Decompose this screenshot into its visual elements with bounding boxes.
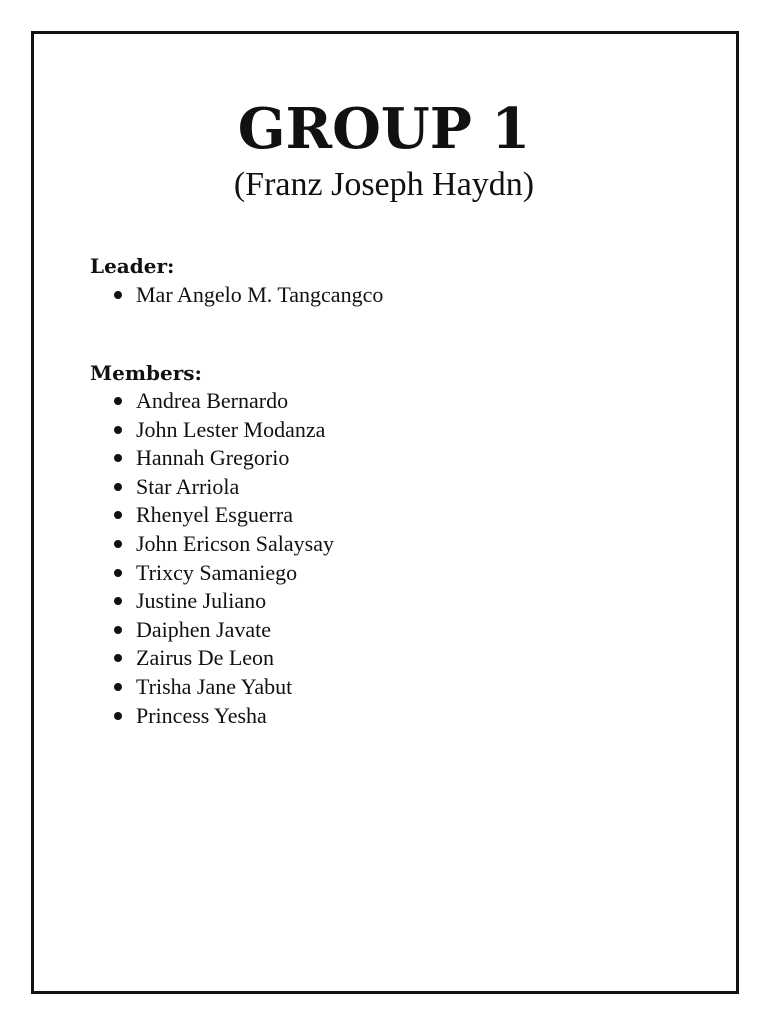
members-heading: Members: <box>90 361 202 385</box>
member-name: Princess Yesha <box>136 702 267 728</box>
list-item <box>90 444 334 473</box>
member-name: Star Arriola <box>136 473 240 499</box>
list-item <box>90 702 334 731</box>
list-item <box>90 387 334 416</box>
bullet-icon <box>114 597 122 605</box>
member-name: Zairus De Leon <box>136 645 275 671</box>
member-name: Justine Juliano <box>136 588 267 614</box>
bullet-icon <box>114 712 122 720</box>
list-item <box>90 530 334 559</box>
page-subtitle: (Franz Joseph Haydn) <box>233 166 535 203</box>
bullet-icon <box>114 683 122 691</box>
member-name: Daiphen Javate <box>136 616 271 642</box>
member-name: Andrea Bernardo <box>136 388 289 413</box>
bullet-icon <box>114 654 122 662</box>
bullet-icon <box>114 483 122 491</box>
list-item <box>90 473 334 502</box>
member-name: John Lester Modanza <box>136 416 326 442</box>
list-item <box>90 501 334 530</box>
member-name: John Ericson Salaysay <box>136 530 334 556</box>
bullet-icon <box>114 511 122 519</box>
list-item <box>90 281 383 310</box>
list-item <box>90 416 334 445</box>
bullet-icon <box>114 569 122 577</box>
member-name: Trisha Jane Yabut <box>136 673 293 699</box>
list-item <box>90 587 334 616</box>
leader-name: Mar Angelo M. Tangcangco <box>136 282 384 307</box>
leader-list <box>90 281 383 310</box>
bullet-icon <box>114 626 122 634</box>
member-name: Rhenyel Esguerra <box>136 502 293 528</box>
list-item <box>90 616 334 645</box>
bullet-icon <box>114 454 122 462</box>
leader-heading: Leader: <box>90 254 175 278</box>
page-title: GROUP 1 <box>237 96 531 162</box>
member-name: Trixcy Samaniego <box>136 559 298 585</box>
list-item <box>90 644 334 673</box>
bullet-icon <box>114 540 122 548</box>
list-item <box>90 673 334 702</box>
list-item <box>90 559 334 588</box>
member-name: Hannah Gregorio <box>136 445 290 471</box>
members-list <box>90 387 334 730</box>
bullet-icon <box>114 397 122 405</box>
bullet-icon <box>114 291 122 299</box>
bullet-icon <box>114 426 122 434</box>
